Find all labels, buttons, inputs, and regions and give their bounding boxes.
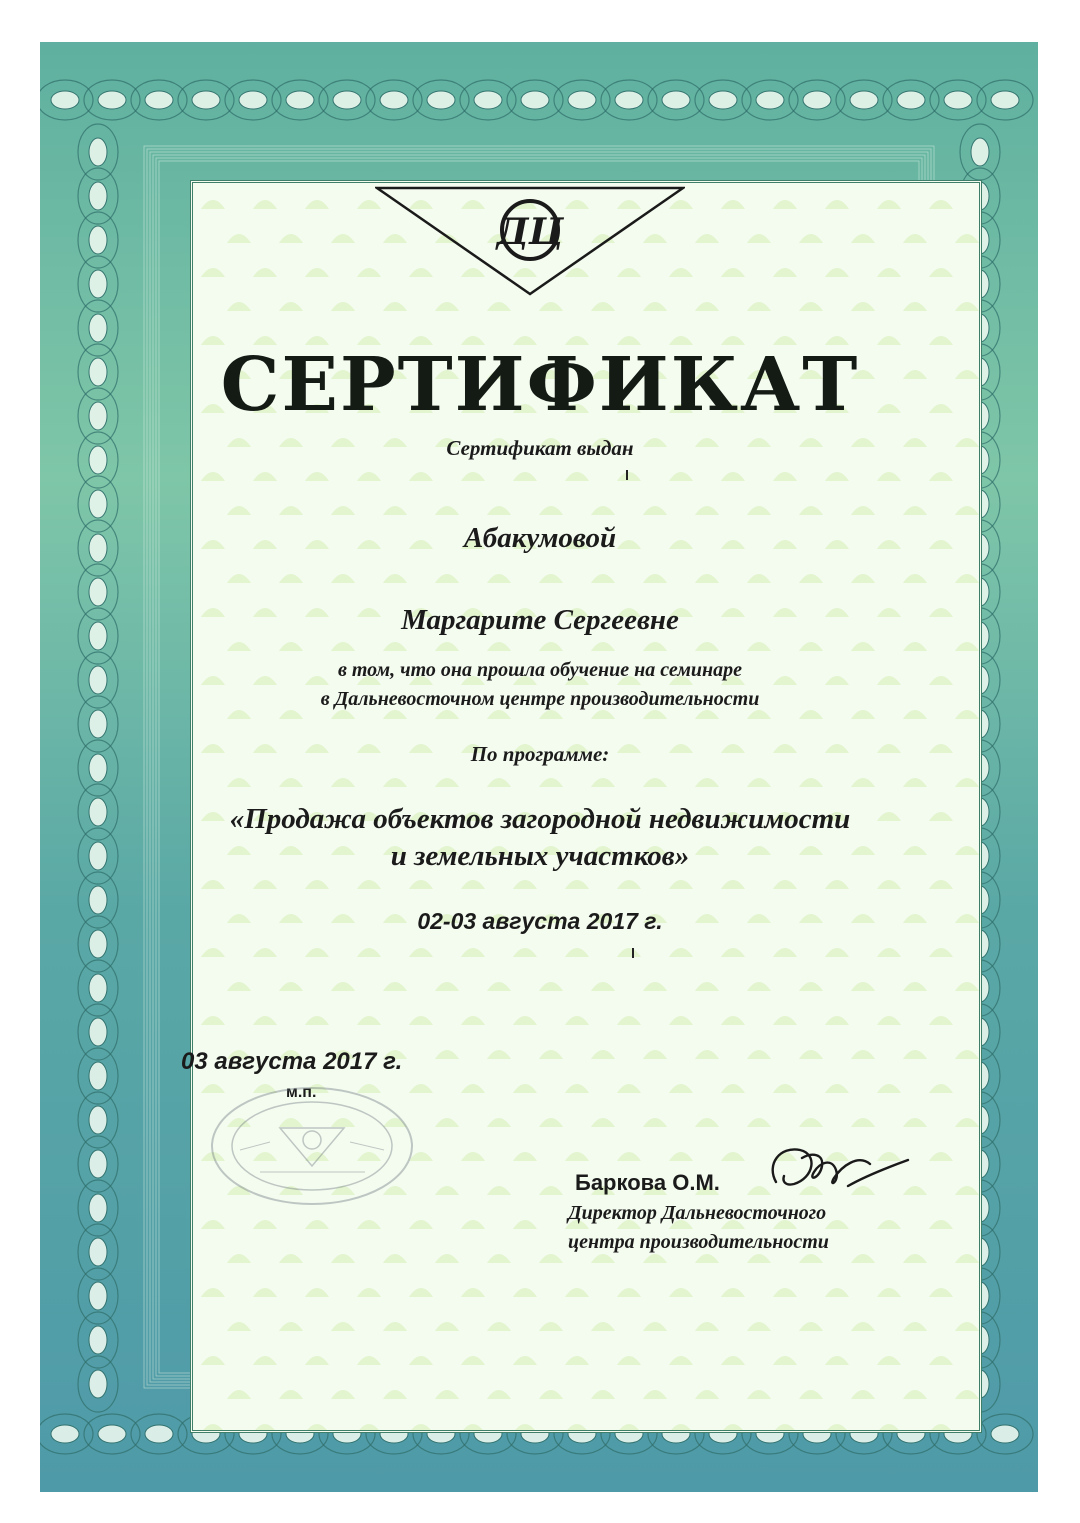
- issued-label: Сертификат выдан: [446, 436, 634, 460]
- statement-line-1: в том, что она прошла обучение на семинаре: [337, 659, 743, 681]
- signatory-title-line-1: Директор Дальневосточного: [568, 1202, 827, 1224]
- program-label: По программе:: [470, 742, 610, 766]
- program-title-line-1: «Продажа объектов загородной недвижимости: [229, 803, 851, 835]
- seminar-dates: 02-03 августа 2017 г.: [417, 908, 663, 934]
- recipient-surname: Абакумовой: [463, 522, 617, 554]
- logo-monogram: ДЦ: [496, 211, 564, 253]
- recipient-name: Маргарите Сергеевне: [401, 604, 679, 636]
- signatory-name: Баркова О.М.: [575, 1170, 720, 1195]
- issue-date: 03 августа 2017 г.: [181, 1048, 403, 1075]
- dcp-logo-icon: [375, 186, 685, 296]
- signature-image: [762, 1138, 912, 1204]
- official-stamp: [200, 1080, 425, 1210]
- signatory-title-line-2: центра производительности: [568, 1231, 829, 1253]
- statement-line-2: в Дальневосточном центре производительности: [320, 688, 760, 710]
- certificate-title: СЕРТИФИКАТ: [220, 342, 860, 428]
- scan-mark: [626, 470, 628, 480]
- program-title-line-2: и земельных участков»: [390, 840, 690, 872]
- scan-mark: [632, 948, 634, 958]
- stamp-place-label: м.п.: [286, 1084, 317, 1101]
